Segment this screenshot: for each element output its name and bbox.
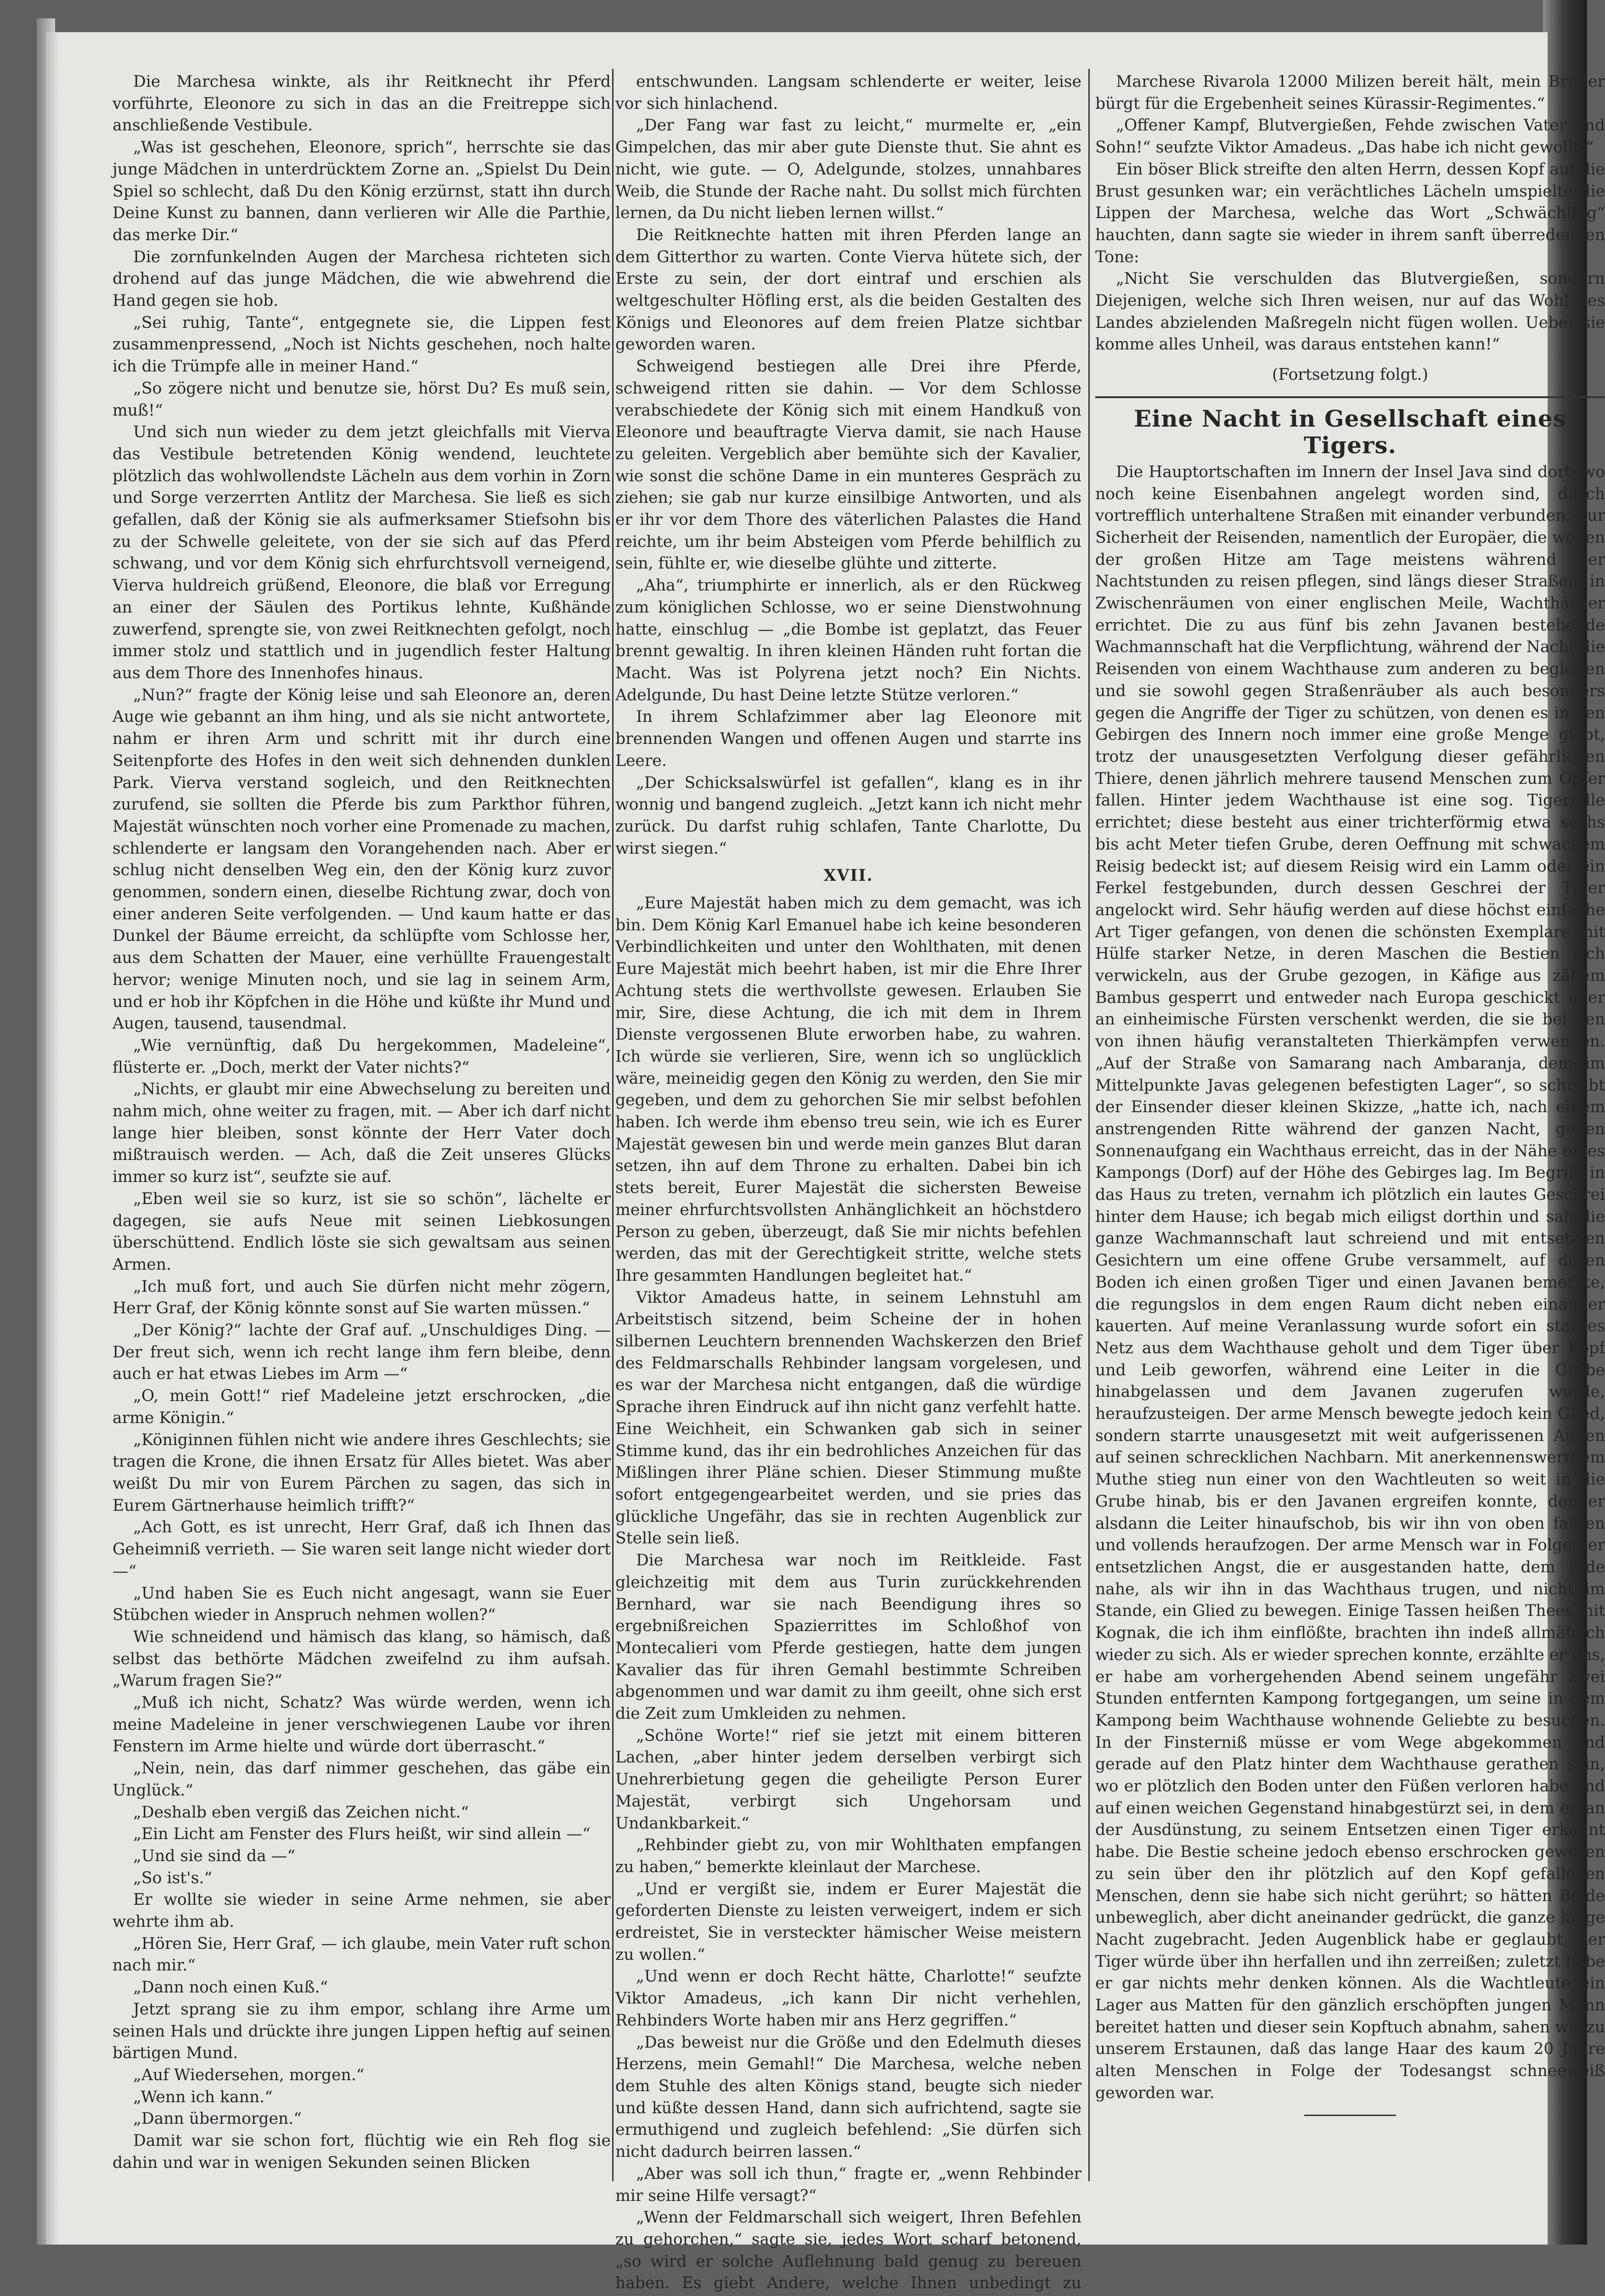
text-column-2 — [615, 71, 1081, 2293]
paragraph: „Das beweist nur die Größe und den Edelmuth dieses Herzens, mein Gemahl!“ Die Marchesa, welche neben dem Stuhle des alten Königs stand, beugte sich nieder und küßte dessen Hand, dann sich aufrichtend, sagte sie ermuthigend und zugleich befehlend: „Sie dürfen sich nicht dadurch beirren lassen.“ — [615, 2033, 1081, 2161]
paragraph: „Königinnen fühlen nicht wie andere ihres Geschlechts; sie tragen die Krone, die ihnen Ersatz für Alles bietet. Was aber weißt Du mir von Eurem Pärchen zu sagen, das sich in Eurem Gärtnerhause heimlich trifft?“ — [113, 1430, 611, 1515]
paragraph: Die Marchesa winkte, als ihr Reitknecht ihr Pferd vorführte, Eleonore zu sich in das an die Freitreppe sich anschließende Vestibule. — [113, 73, 611, 135]
paragraph: „Wenn der Feldmarschall sich weigert, Ihren Befehlen zu gehorchen,“ sagte sie, jedes Wort scharf betonend, „so wird er solche Auflehnung bald genug zu bereuen haben. Es giebt Andere, welche Ihnen unbedingt zu — [615, 2208, 1081, 2293]
paragraph: Er wollte sie wieder in seine Arme nehmen, sie aber wehrte ihm ab. — [113, 1891, 611, 1931]
column-rule-1 — [612, 69, 614, 2181]
paragraph: „Nun?“ fragte der König leise und sah Eleonore an, deren Auge wie gebannt an ihm hing, und als sie nicht antwortete, nahm er ihren Arm und schritt mit ihr durch eine Seitenpforte des Hofes in den weit sich dehnenden dunklen Park. Vierva verstand sogleich, und den Reitknechten zurufend, sie sollten die Pferde bis zum Parkthor führen, Majestät wünschten noch vorher eine Promenade zu machen, schlenderte er langsam den Vorangehenden nach. Aber er schlug nicht denselben Weg ein, den der König kurz zuvor genommen, sondern einen, dieselbe Richtung zwar, doch von einer anderen Seite verfolgenden. — Und kaum hatte er das Dunkel der Bäume erreicht, da schlüpfte vom Schlosse her, aus dem Schatten der Mauer, eine verhüllte Frauengestalt hervor; wenige Minuten noch, und sie lag in seinem Arm, und er hob ihr Köpfchen in die Höhe und küßte ihr Mund und Augen, tausend, tausendmal. — [113, 686, 611, 1033]
paragraph: „Ach Gott, es ist unrecht, Herr Graf, daß ich Ihnen das Geheimniß verrieth. — Sie waren seit lange nicht wieder dort —“ — [113, 1518, 611, 1581]
chapter-heading: XVII. — [823, 867, 873, 885]
paragraph: „Ein Licht am Fenster des Flurs heißt, wir sind allein —“ — [133, 1825, 591, 1844]
paragraph: „Wenn ich kann.“ — [133, 2088, 273, 2106]
article-body — [1095, 461, 1605, 2105]
page-gutter-edge — [46, 32, 60, 2245]
paragraph: „Der Fang war fast zu leicht,“ murmelte er, „ein Gimpelchen, das mir aber gute Dienste thut. Sie ahnt es nicht, wie gute. — O, Adelgunde, stolzes, unnahbares Weib, die Stunde der Rache naht. Du sollst mich fürchten lernen, da Du nicht lieben lernen willst.“ — [615, 116, 1081, 223]
paragraph: entschwunden. Langsam schlenderte er weiter, leise vor sich hinlachend. — [615, 73, 1081, 113]
paragraph: „Schöne Worte!“ rief sie jetzt mit einem bitteren Lachen, „aber hinter jedem derselben verbirgt sich Unehrerbietung gegen die geheiligte Person Eurer Majestät, verbirgt sich Ungehorsam und Undankbarkeit.“ — [615, 1726, 1081, 1833]
paragraph: „Nicht Sie verschulden das Blutvergießen, sondern Diejenigen, welche sich Ihren weisen, nur auf das Wohl des Landes abzielenden Maßregeln nicht fügen wollen. Ueber sie komme alles Unheil, was daraus entstehen kann!“ — [1095, 270, 1605, 354]
paragraph: „Dann übermorgen.“ — [133, 2110, 302, 2128]
end-divider — [1304, 2115, 1396, 2116]
paragraph: „Was ist geschehen, Eleonore, sprich“, herrschte sie das junge Mädchen in unterdrücktem Zorne an. „Spielst Du Dein Spiel so schlecht, daß Du den König erzürnst, statt ihn durch Deine Kunst zu bannen, dann verlieren wir Alle die Parthie, das merke Dir.“ — [113, 138, 611, 244]
text-column-3 — [1095, 71, 1605, 2165]
paragraph: In ihrem Schlafzimmer aber lag Eleonore mit brennenden Wangen und offenen Augen und starrte ins Leere. — [615, 708, 1081, 770]
paragraph: Die Marchesa war noch im Reitkleide. Fast gleichzeitig mit dem aus Turin zurückkehrenden Bernhard, war sie nach Beendigung ihres so ergebnißreichen Spazierrittes im Schloßhof von Montecalieri vom Pferde gestiegen, hatte dem jungen Kavalier das für ihren Gemahl bestimmte Schreiben abgenommen und war damit zu ihm geeilt, ohne sich erst die Zeit zum Umkleiden zu nehmen. — [615, 1551, 1081, 1723]
paragraph: „Ich muß fort, und auch Sie dürfen nicht mehr zögern, Herr Graf, der König könnte sonst auf Sie warten müssen.“ — [113, 1277, 611, 1318]
paragraph: Schweigend bestiegen alle Drei ihre Pferde, schweigend ritten sie dahin. — Vor dem Schlosse verabschiedete der König sich mit einem Handkuß von Eleonore und beauftragte Vierva damit, sie nach Hause zu geleiten. Vergeblich aber bemühte sich der Kavalier, wie sonst die schöne Dame in ein munteres Gespräch zu ziehen; sie gab nur kurze einsilbige Antworten, und als er ihr vor dem Thore des väterlichen Palastes die Hand reichte, um ihr beim Absteigen vom Pferde behilflich zu sein, fühlte er, wie dieselbe glühte und zitterte. — [615, 357, 1081, 573]
serial-continuation — [1095, 71, 1605, 356]
paragraph: „Deshalb eben vergiß das Zeichen nicht.“ — [133, 1803, 469, 1822]
paragraph: „Auf Wiedersehen, morgen.“ — [133, 2065, 365, 2084]
article-title: Eine Nacht in Gesellschaft eines Tigers. — [1134, 405, 1566, 459]
paragraph: „Und wenn er doch Recht hätte, Charlotte!“ seufzte Viktor Amadeus, „ich kann Dir nicht verhehlen, Rehbinders Worte haben mir ans Herz gegriffen.“ — [615, 1967, 1081, 2030]
paragraph: „So ist's.“ — [133, 1868, 212, 1887]
paragraph: „Aha“, triumphirte er innerlich, als er den Rückweg zum königlichen Schlosse, wo er seine Dienstwohnung hatte, einschlug — „die Bombe ist geplatzt, das Feuer brennt gewaltig. In ihren kleinen Händen ruht fortan die Macht. Was ist Polyrena jetzt noch? Ein Nichts. Adelgunde, Du hast Deine letzte Stütze verloren.“ — [615, 576, 1081, 704]
paragraph: „Nichts, er glaubt mir eine Abwechselung zu bereiten und nahm mich, ohne weiter zu fragen, mit. — Aber ich darf nicht lange hier bleiben, sonst könnte der Herr Vater doch mißtrauisch werden. — Ach, daß die Zeit unseres Glücks immer so kurz ist“, seufzte sie auf. — [113, 1080, 611, 1187]
paragraph: „Rehbinder giebt zu, von mir Wohlthaten empfangen zu haben,“ bemerkte kleinlaut der Marchese. — [615, 1836, 1081, 1876]
paragraph: „Und er vergißt sie, indem er Eurer Majestät die geforderten Dienste zu leisten verweigert, indem er sich erdreistet, Sie in versteckter hämischer Weise meistern zu wollen.“ — [615, 1880, 1081, 1964]
paragraph: „Dann noch einen Kuß.“ — [133, 1978, 328, 1997]
paragraph: „Hören Sie, Herr Graf, — ich glaube, mein Vater ruft schon nach mir.“ — [113, 1934, 611, 1975]
paragraph: Damit war sie schon fort, flüchtig wie ein Reh flog sie dahin und war in wenigen Sekunden seinen Blicken — [113, 2132, 611, 2172]
paragraph: „Wie vernünftig, daß Du hergekommen, Madeleine“, flüsterte er. „Doch, merkt der Vater nichts?“ — [113, 1036, 611, 1077]
paragraph: Wie schneidend und hämisch das klang, so hämisch, daß selbst das bethörte Mädchen zweifelnd zu ihm aufsah. „Warum fragen Sie?“ — [113, 1627, 611, 1690]
paragraph: „Muß ich nicht, Schatz? Was würde werden, wenn ich meine Madeleine in jener verschwiegenen Laube vor ihren Fenstern im Arme hielte und würde dort überrascht.“ — [113, 1694, 611, 1756]
paragraph: Jetzt sprang sie zu ihm empor, schlang ihre Arme um seinen Hals und drückte ihre jungen Lippen heftig auf seinen bärtigen Mund. — [113, 2000, 611, 2063]
paragraph: „Sei ruhig, Tante“, entgegnete sie, die Lippen fest zusammenpressend, „Noch ist Nichts geschehen, noch halte ich die Trümpfe alle in meiner Hand.“ — [113, 313, 611, 376]
paragraph: Marchese Rivarola 12000 Milizen bereit hält, mein Bruder bürgt für die Ergebenheit seines Kürassir-Regimentes.“ — [1095, 73, 1605, 113]
paragraph: „Aber was soll ich thun,“ fragte er, „wenn Rehbinder mir seine Hilfe versagt?“ — [615, 2164, 1081, 2205]
paragraph: „Der Schicksalswürfel ist gefallen“, klang es in ihr wonnig und bangend zugleich. „Jetzt kann ich nicht mehr zurück. Du darfst ruhig schlafen, Tante Charlotte, Du wirst siegen.“ — [615, 773, 1081, 858]
paragraph: „Eure Majestät haben mich zu dem gemacht, was ich bin. Dem König Karl Emanuel habe ich keine besonderen Verbindlichkeiten und unter den Wohlthaten, mit denen Eure Majestät mich beehrt haben, ist mir die Ehre Ihrer Achtung stets die werthvollste gewesen. Erlauben Sie mir, Sire, diese Achtung, die ich mit dem in Ihrem Dienste vergossenen Blute erworben habe, zu wahren. Ich würde sie verlieren, Sire, wenn ich so unglücklich wäre, meineidig gegen den König zu werden, den Sie mir gegeben, und dem zu gehorchen Sie mir selbst befohlen haben. Ich werde ihm ebenso treu sein, wie ich es Eurer Majestät gewesen bin und werde mein ganzes Blut daran setzen, ihn auf dem Throne zu erhalten. Dabei bin ich stets bereit, Eurer Majestät die sichersten Beweise meiner ehrfurchtsvollsten Anhänglichkeit an höchstdero Person zu geben, überzeugt, daß Sie mir nichts befehlen werden, das mit der Gerechtigkeit stritte, welche stets Ihre gesammten Handlungen begleitet hat.“ — [615, 894, 1081, 1285]
paragraph: Viktor Amadeus hatte, in seinem Lehnstuhl am Arbeitstisch sitzend, beim Scheine der in hohen silbernen Leuchtern brennenden Wachskerzen den Brief des Feldmarschalls Rehbinder langsam vorgelesen, und es war der Marchesa nicht entgangen, daß die würdige Sprache ihren Eindruck auf ihn nicht ganz verfehlt hatte. Eine Weichheit, ein Schwanken gab sich in seiner Stimme kund, das ihr ein bedrohliches Anzeichen für das Mißlingen ihrer Pläne schien. Dieser Stimmung mußte sofort entgegengearbeitet werden, und sie pries das glückliche Ungefähr, das sie in rechten Augenblick zur Stelle sein ließ. — [615, 1288, 1081, 1548]
section-divider — [1095, 396, 1605, 398]
paragraph: Die zornfunkelnden Augen der Marchesa richteten sich drohend auf das junge Mädchen, die wie abwehrend die Hand gegen sie hob. — [113, 248, 611, 310]
paragraph: Ein böser Blick streifte den alten Herrn, dessen Kopf auf die Brust gesunken war; ein verächtliches Lächeln umspielte die Lippen der Marchesa, welche das Wort „Schwächling“ hauchten, dann sagte sie wieder in ihrem sanft überredenden Tone: — [1095, 160, 1605, 266]
paragraph: „Der König?“ lachte der Graf auf. „Unschuldiges Ding. — Der freut sich, wenn ich recht lange ihm fern bleibe, denn auch er hat etwas Liebes im Arm —“ — [113, 1321, 611, 1384]
text-column-1 — [113, 71, 611, 2172]
paragraph: „Nein, nein, das darf nimmer geschehen, das gäbe ein Unglück.“ — [113, 1759, 611, 1800]
paragraph: „So zögere nicht und benutze sie, hörst Du? Es muß sein, muß!“ — [113, 379, 611, 420]
column-rule-2 — [1088, 69, 1090, 2181]
to-be-continued-note: (Fortsetzung folgt.) — [1272, 366, 1428, 384]
paragraph: „Und sie sind da —“ — [133, 1846, 295, 1865]
paragraph: Und sich nun wieder zu dem jetzt gleichfalls mit Vierva das Vestibule betretenden König wendend, leuchtete plötzlich das wohlwollendste Lächeln aus dem vorhin in Zorn und Sorge verzerrten Antlitz der Marchesa. Sie ließ es sich gefallen, daß der König sie als aufmerksamer Stiefsohn bis zu der Schwelle geleitete, von der sie sich auf das Pferd schwang, und vor dem König sich ehrfurchtsvoll verneigend, Vierva huldreich grüßend, Eleonore, die blaß vor Erregung an einer der Säulen des Portikus lehnte, Kußhände zuwerfend, sprengte sie, von zwei Reitknechten gefolgt, noch immer stolz und stattlich und in jugendlich fester Haltung aus dem Thore des Innenhofes hinaus. — [113, 423, 611, 682]
paragraph: „Und haben Sie es Euch nicht angesagt, wann sie Euer Stübchen wieder in Anspruch nehmen wollen?“ — [113, 1584, 611, 1625]
paragraph: Die Reitknechte hatten mit ihren Pferden lange an dem Gitterthor zu warten. Conte Vierva hütete sich, der Erste zu sein, der dort eintraf und erschien als weltgeschulter Höfling erst, als die beiden Gestalten des Königs und Eleonores auf dem freien Platze sichtbar geworden waren. — [615, 225, 1081, 354]
paragraph: „Eben weil sie so kurz, ist sie so schön“, lächelte er dagegen, sie aufs Neue mit seinen Liebkosungen überschüttend. Endlich löste sie sich gewaltsam aus seinen Armen. — [113, 1189, 611, 1274]
paragraph: Die Hauptortschaften im Innern der Insel Java sind dort, wo noch keine Eisenbahnen angelegt worden sind, durch vortrefflich unterhaltene Straßen mit einander verbunden. Zur Sicherheit der Reisenden, namentlich der Europäer, die wegen der großen Hitze am Tage meistens während der Nachtstunden zu reisen pflegen, sind längs dieser Straßen, in Zwischenräumen von einer englischen Meile, Wachthäuser errichtet. Die zu aus fünf bis zehn Javanen bestehende Wachmannschaft hat die Verpflichtung, während der Nacht die Reisenden von einem Wachthause zum anderen zu begleiten und sie sowohl gegen Straßenräuber als auch besonders gegen die Angriffe der Tiger zu schützen, von denen es in den Gebirgen des Innern noch immer eine große Menge giebt, trotz der unausgesetzten Verfolgung dieser gefährlichen Thiere, denen jährlich mehrere tausend Menschen zum Opfer fallen. Hinter jedem Wachthause ist eine sog. Tigerfalle errichtet; diese besteht aus einer trichterförmig etwa sechs bis acht Meter tiefen Grube, deren Oeffnung mit schwachem Reisig bedeckt ist; auf diesem Reisig wird ein Lamm oder ein Ferkel festgebunden, durch dessen Geschrei der Tiger angelockt wird. Sehr häufig werden auf diese höchst einfache Art Tiger gefangen, von denen die schönsten Exemplare mit Hülfe starker Netze, in deren Maschen die Bestien sich verwickeln, aus der Grube gezogen, in Käfige aus zähem Bambus gesperrt und entweder nach Europa geschickt oder an einheimische Fürsten verschenkt werden, die sie bei den von ihnen häufig veranstalteten Thierkämpfen verwenden. „Auf der Straße von Samarang nach Ambaranja, dem im Mittelpunkte Javas gelegenen befestigten Lager“, so schreibt der Einsender dieser kleinen Skizze, „hatte ich, nach einem anstrengenden Ritte während der ganzen Nacht, gegen Sonnenaufgang ein Wachthaus erreicht, das in der Nähe eines Kampongs (Dorf) auf der Höhe des Gebirges lag. Im Begriff, in das Haus zu treten, vernahm ich plötzlich ein lautes Geschrei hinter dem Hause; ich begab mich eiligst dorthin und sah die ganze Wachmannschaft laut schreiend und mit entsetzten Gesichtern um eine offene Grube versammelt, auf deren Boden ich einen großen Tiger und einen Javanen bemerkte, die regungslos in dem engen Raum dicht neben einander kauerten. Auf meine Veranlassung wurde sofort ein starkes Netz aus dem Wachthause geholt und dem Tiger über Kopf und Leib geworfen, während eine Leiter in die Grube hinabgelassen und dem Javanen zugerufen wurde, heraufzusteigen. Der arme Mensch bewegte jedoch kein Glied, sondern starrte unausgesetzt mit weit aufgerissenen Augen auf seinen schrecklichen Nachbarn. Mit anerkennenswerthem Muthe stieg nun einer von den Wachtleuten so weit in die Grube hinab, bis er den Javanen ergreifen konnte, den er alsdann die Leiter hinaufschob, bis wir ihn von oben faßten und vollends heraufzogen. Der arme Mensch war in Folge der entsetzlichen Angst, die er ausgestanden hatte, dem Tode nahe, als wir ihn in das Wachthaus trugen, und nicht im Stande, ein Glied zu bewegen. Einige Tassen heißen Thees mit Kognak, die ich ihm einflößte, brachten ihn indeß allmählich wieder zu sich. Als er wieder sprechen konnte, erzählte er uns, er habe am vorhergehenden Abend seinem ungefähr zwei Stunden entfernten Kampong fortgegangen, um seine in dem Kampong beim Wachthause wohnende Geliebte zu besuchen. In der Finsterniß müsse er vom Wege abgekommen und gerade auf den Platz hinter dem Wachthause gerathen sein, wo er plötzlich den Boden unter den Füßen verloren habe und auf einen weichen Gegenstand hinabgestürzt sei, in dem er, an der Ausdünstung, zu seinem Entsetzen einen Tiger erkannt habe. Die Bestie scheine jedoch ebenso erschrocken gewesen zu sein über den ihr plötzlich auf den Kopf gefallenen Menschen, denn sie habe sich nicht gerührt; so hätten Beide unbeweglich, aber dicht aneinander gedrückt, die ganze lange Nacht zugebracht. Jeden Augenblick habe er geglaubt, der Tiger würde über ihn herfallen und ihn zerreißen; zuletzt habe er gar nichts mehr denken können. Als die Wachtleute ein Lager aus Matten für den gänzlich erschöpften jungen Mann bereitet hatten und dieser sein Kopftuch abnahm, sahen wir zu unserem Erstaunen, daß das lange Haar des kaum 20 Jahre alten Menschen in Folge der Todesangst schneeweiß geworden war. — [1095, 462, 1605, 2102]
paragraph: „O, mein Gott!“ rief Madeleine jetzt erschrocken, „die arme Königin.“ — [113, 1387, 611, 1427]
paragraph: „Offener Kampf, Blutvergießen, Fehde zwischen Vater und Sohn!“ seufzte Viktor Amadeus. „Das habe ich nicht gewollt!“ — [1095, 116, 1605, 157]
